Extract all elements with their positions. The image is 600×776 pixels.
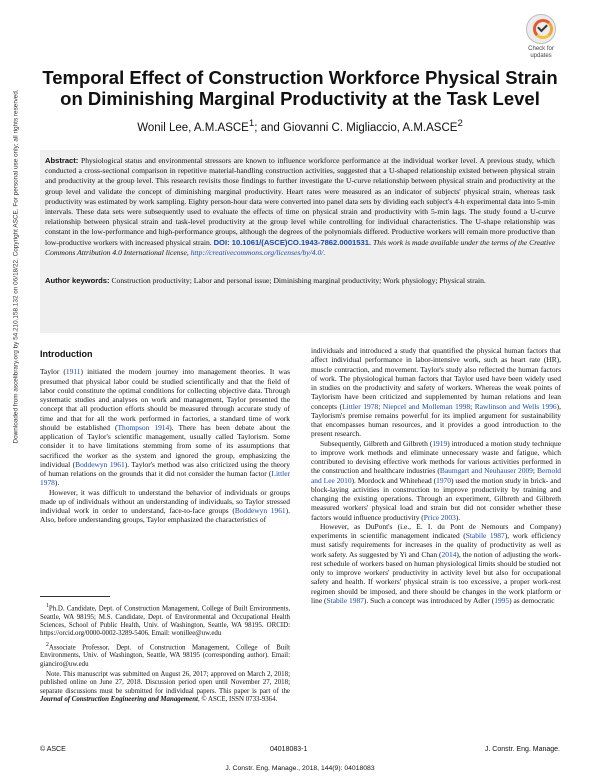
paragraph: Taylor (1911) initiated the modern journey into management theories. It was presumed that physical labor could be studied scientifically and that the field of labor could constitute the optimal conditions for collecting objective data. Through systematic studies and analyses on work and management, Taylor presented the concept that all production efforts should be measured through accurate study of time and that for all the work performed in factories, a standard time of work should be established (Thompson 1914). There has been debate about the application of Taylor's scientific management, usually called Taylorism. Some consider it to have limitations stemming from some of its assumptions that sacrificed the worker as the system and ignored the group, emphasizing the individual (Boddewyn 1961). Taylor's method was also criticized using the theory of human relations on the grounds that it did not consider the human factor (Littler 1978). bbox=[40, 367, 291, 488]
paragraph: Subsequently, Gilbreth and Gilbreth (1919) introduced a motion study technique to improve work methods and eliminate unnecessary waste and fatigue, which contributed to devising effective work methods for various activities performed in the construction and healthcare industries (Baumgart and Neuhauser 2009; Bernold and Lee 2010). Mordock and Whitehead (1970) used the motion study in brick- and block-laying activities in construction to improve productivity by training and changing the existing operations. Through an experiment, Gilbreth and Gilbreth measured workers' physical load and strain but did not consider whether these factors would influence productivity (Price 2003). bbox=[311, 438, 561, 522]
citation-link[interactable]: Price 2003 bbox=[423, 512, 456, 522]
paragraph: However, it was difficult to understand the behavior of individuals or groups made up of individuals without an understanding of individuals, so Taylor stressed individual work in order to understand, face-to-face groups (Boddewyn 1961). Also, before understanding groups, Taylor emphasized the characteristics of bbox=[40, 487, 290, 525]
doi-link[interactable]: DOI: 10.1061/(ASCE)CO.1943-7862.0001531. bbox=[213, 237, 372, 247]
author-2-sup: 2 bbox=[457, 118, 463, 129]
citation-link[interactable]: Littler 1978 bbox=[342, 401, 379, 411]
author-separator: ; and bbox=[254, 121, 283, 134]
abstract-label: Abstract: bbox=[45, 156, 79, 165]
footnote-rule bbox=[40, 596, 110, 597]
author-list bbox=[40, 118, 560, 134]
citation-link[interactable]: Stabile 1987 bbox=[465, 531, 505, 540]
footnotes bbox=[40, 596, 290, 706]
keywords bbox=[45, 276, 555, 286]
citation-link[interactable]: Baumgart and Neuhauser 2009 bbox=[439, 466, 533, 476]
abstract-text: Physiological status and environmental stressors are known to influence workforce performance at the individual worker level. A previous study, which conducted a cross-sectional comparison in repetitive material-handling construction activities, suggested that a U-shaped relationship existed between physical strain and productivity at the group level. This research revisits those findings to further investigate the U-curve relationship between physical strain and productivity at the group level and validate the concept of diminishing marginal productivity. Heart rates were measured as an indicator of subjects' physical strain, whereas task productivity was estimated by work sampling. Eighty person-hour data were converted into panel data sets by dividing each subject's 4-h experimental data into 5-min intervals. These data sets were subsequently used to evaluate the effects of time on physical strain and productivity with 5-min lags. The study found a U-curve relationship between physical strain and task-level productivity at the group level while controlling for individual characteristics. The U-shape relationship was constant in the low-performance and high-performance groups, although the degrees of the polynomials differed. Productive workers will remain more productive than low-productive workers with increased physical strain. bbox=[45, 156, 555, 247]
license-link[interactable]: http://creativecommons.org/licenses/by/4.0/. bbox=[190, 247, 326, 257]
footer-page-id: 04018083-1 bbox=[270, 746, 308, 753]
title-line-1: Temporal Effect of Construction Workforce Physical Strain bbox=[42, 67, 558, 88]
citation-link[interactable]: 1970 bbox=[436, 475, 451, 485]
submission-note: Note. This manuscript was submitted on August 26, 2017; approved on March 2, 2018; published online on June 27, 2018. Discussion period open until November 27, 2018; separate discussions must be submitted for individual papers. This paper is part of the Journal of Construction Engineering and Management, © ASCE, ISSN 0733-9364. bbox=[40, 671, 290, 704]
footnote-2: $^2$Associate Professor, Dept. of Construction Management, College of Built Environments, Univ. of Washington, Seattle, WA 98195 (corresponding author). Email: gianciro@uw.edu bbox=[40, 641, 290, 668]
citation-link[interactable]: 1911 bbox=[65, 367, 81, 377]
paragraph: individuals and introduced a study that quantified the physical human factors that affect individual performance in labor-intensive work, such as heart rate (HR), muscle contraction, and movement. Taylor's study also reflected the human factors of work. The physiological human factors that Taylor used have been widely used in studies on the productivity and safety of workers. Whereas the weak points of Taylorism have been criticized and supplemented by human relations and lean concepts (Littler 1978; Niepcel and Molleman 1998; Rawlinson and Wells 1996), Taylorism's premise remains powerful for its implied argument for sustainability that encompasses human resources, and it provides a good introduction to the present research. bbox=[311, 346, 561, 439]
footnote-1: $^1$Ph.D. Candidate, Dept. of Construction Management, College of Built Environments, Seattle, WA 98195; M.S. Candidate, Dept. of Environmental and Occupational Health Sciences, School of Public Health, Univ. of Washington, Seattle, WA 98195. ORCID: https://orcid.org/0000-0002-3289-5406. Email: wonillee@uw.edu bbox=[40, 603, 290, 638]
license-text: This work is made available under the terms of the Creative Commons Attribution 4.0 International license, bbox=[45, 237, 556, 257]
citation-link[interactable]: Rawlinson and Wells 1996 bbox=[474, 401, 557, 411]
citation-link[interactable]: 1919 bbox=[432, 438, 448, 448]
keywords-text: Construction productivity; Labor and personal issue; Diminishing marginal productivity; Work physiology; Physical strain. bbox=[111, 276, 486, 285]
download-watermark: Downloaded from ascelibrary.org by 54.210.158.132 on 06/18/22. Copyright ASCE. For personal use only; all rights reserved. bbox=[12, 89, 20, 444]
citation-link[interactable]: 2014 bbox=[441, 549, 457, 559]
author-2: Giovanni C. Migliaccio, A.M.ASCE bbox=[282, 121, 458, 134]
footer-journal: J. Constr. Eng. Manage. bbox=[484, 746, 560, 753]
citation-link[interactable]: Niepcel and Molleman 1998 bbox=[382, 401, 471, 411]
check-updates-icon bbox=[526, 14, 556, 44]
citation-link[interactable]: Littler 1978 bbox=[40, 469, 290, 488]
citation-link[interactable]: Stabile 1987 bbox=[326, 595, 364, 605]
abstract bbox=[45, 156, 555, 258]
citation-link[interactable]: Boddewyn 1961 bbox=[234, 506, 286, 515]
badge-line-1: Check for bbox=[528, 46, 554, 52]
check-for-updates-badge[interactable] bbox=[523, 14, 559, 62]
badge-line-2: updates bbox=[530, 52, 552, 59]
citation-link[interactable]: 1995 bbox=[494, 595, 510, 605]
page-citation: J. Constr. Eng. Manage., 2018, 144(9): 04018083 bbox=[225, 765, 375, 772]
citation-link[interactable]: Thompson 1914 bbox=[117, 422, 170, 432]
intro-heading: Introduction bbox=[40, 349, 93, 359]
author-1: Wonil Lee, A.M.ASCE bbox=[137, 121, 249, 134]
citation-link[interactable]: Boddewyn 1961 bbox=[75, 459, 125, 469]
paragraph: However, as DuPont's (i.e., E. I. du Pont de Nemours and Company) experiments in scientific management indicated (Stabile 1987), work efficiency must satisfy requirements for increases in the quality of productivity as well as work safety. As suggested by Yi and Chan (2014), the notion of adjusting the work-rest schedule of workers based on human physiological limits should be studied not only to improve workers' productivity in activity level but also for occupational safety and health. If workers' physical strain is too excessive, a proper work-rest regimen should be imposed, and there should be changes in the work platform or line (Stabile 1987). Such a concept was introduced by Adler (1995) as democratic bbox=[311, 521, 561, 605]
right-column bbox=[311, 346, 561, 605]
footer-copyright: © ASCE bbox=[40, 746, 66, 753]
keywords-label: Author keywords: bbox=[45, 276, 110, 285]
paper-title bbox=[40, 67, 560, 109]
citation-link[interactable]: Bernold and Lee 2010 bbox=[311, 466, 561, 485]
author-1-sup: 1 bbox=[248, 118, 255, 129]
left-column bbox=[40, 346, 290, 525]
title-line-2: on Diminishing Marginal Productivity at the Task Level bbox=[60, 88, 540, 109]
